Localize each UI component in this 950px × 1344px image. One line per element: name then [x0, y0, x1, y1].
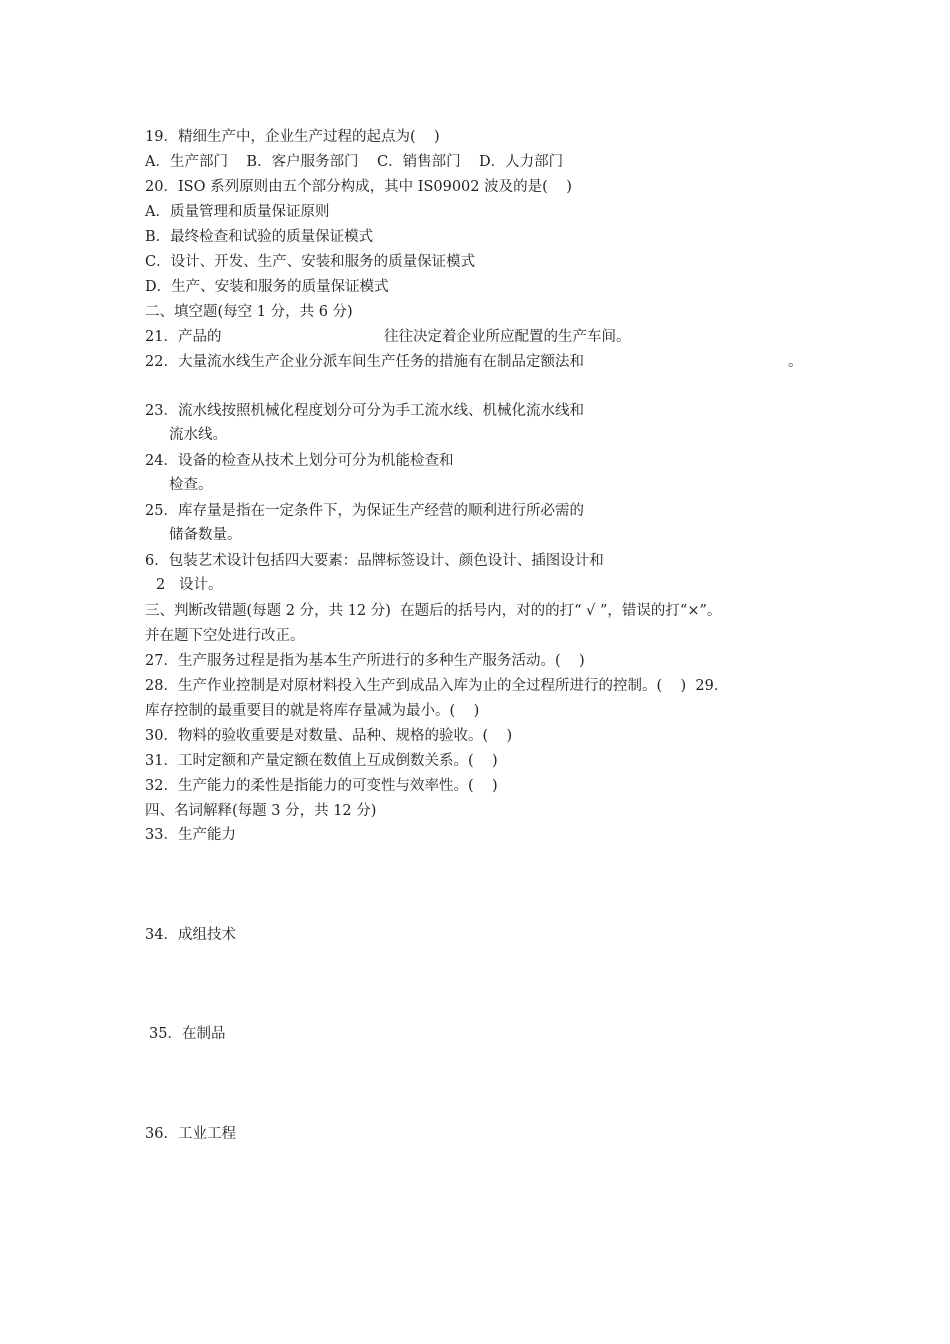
question-27: 27．生产服务过程是指为基本生产所进行的多种生产服务活动。( ) — [145, 653, 585, 669]
question-33: 33．生产能力 — [145, 827, 236, 843]
question-35: 35．在制品 — [149, 1026, 226, 1042]
question-20-option-a: A．质量管理和质量保证原则 — [145, 204, 330, 220]
question-23-continued: 流水线。 — [169, 427, 227, 443]
section-3-heading: 三、判断改错题(每题 2 分，共 12 分) 在题后的括号内，对的的打“ √ ”，错误的打“×”。 — [145, 603, 722, 619]
question-34: 34．成组技术 — [145, 927, 236, 943]
question-25-continued: 储备数量。 — [169, 527, 242, 543]
question-32: 32．生产能力的柔性是指能力的可变性与效率性。( ) — [145, 778, 498, 794]
question-22-end: 。 — [788, 354, 803, 370]
question-19: 19．精细生产中，企业生产过程的起点为( ) — [145, 129, 440, 145]
question-25: 25．库存量是指在一定条件下，为保证生产经营的顺利进行所必需的 — [145, 503, 584, 519]
section-3-heading-continued: 并在题下空处进行改正。 — [145, 628, 305, 644]
section-2-heading: 二、填空题(每空 1 分，共 6 分) — [145, 304, 353, 320]
question-20: 20．ISO 系列原则由五个部分构成，其中 IS09002 波及的是( ) — [145, 179, 572, 195]
question-21-continued: 往往决定着企业所应配置的生产车间。 — [384, 329, 631, 345]
question-28: 28．生产作业控制是对原材料投入生产到成品入库为止的全过程所进行的控制。( ) 29． — [145, 678, 729, 694]
question-23: 23．流水线按照机械化程度划分可分为手工流水线、机械化流水线和 — [145, 403, 584, 419]
question-19-options: A．生产部门 B．客户服务部门 C．销售部门 D．人力部门 — [145, 154, 564, 170]
question-36: 36．工业工程 — [145, 1126, 236, 1142]
question-20-option-b: B．最终检查和试验的质量保证模式 — [145, 229, 374, 245]
question-30: 30．物料的验收重要是对数量、品种、规格的验收。( ) — [145, 728, 513, 744]
question-24: 24．设备的检查从技术上划分可分为机能检查和 — [145, 453, 454, 469]
section-4-heading: 四、名词解释(每题 3 分，共 12 分) — [145, 803, 377, 819]
question-22: 22．大量流水线生产企业分派车间生产任务的措施有在制品定额法和 — [145, 354, 584, 370]
question-26: 6．包装艺术设计包括四大要素：品牌标签设计、颜色设计、插图设计和 — [145, 553, 604, 569]
question-20-option-c: C．设计、开发、生产、安装和服务的质量保证模式 — [145, 254, 476, 270]
question-21: 21．产品的 — [145, 329, 222, 345]
question-29: 库存控制的最重要目的就是将库存量减为最小。( ) — [145, 703, 480, 719]
question-31: 31．工时定额和产量定额在数值上互成倒数关系。( ) — [145, 753, 498, 769]
question-20-option-d: D．生产、安装和服务的质量保证模式 — [145, 279, 389, 295]
question-24-continued: 检查。 — [169, 477, 213, 493]
question-26-continued: 2 设计。 — [156, 577, 223, 593]
